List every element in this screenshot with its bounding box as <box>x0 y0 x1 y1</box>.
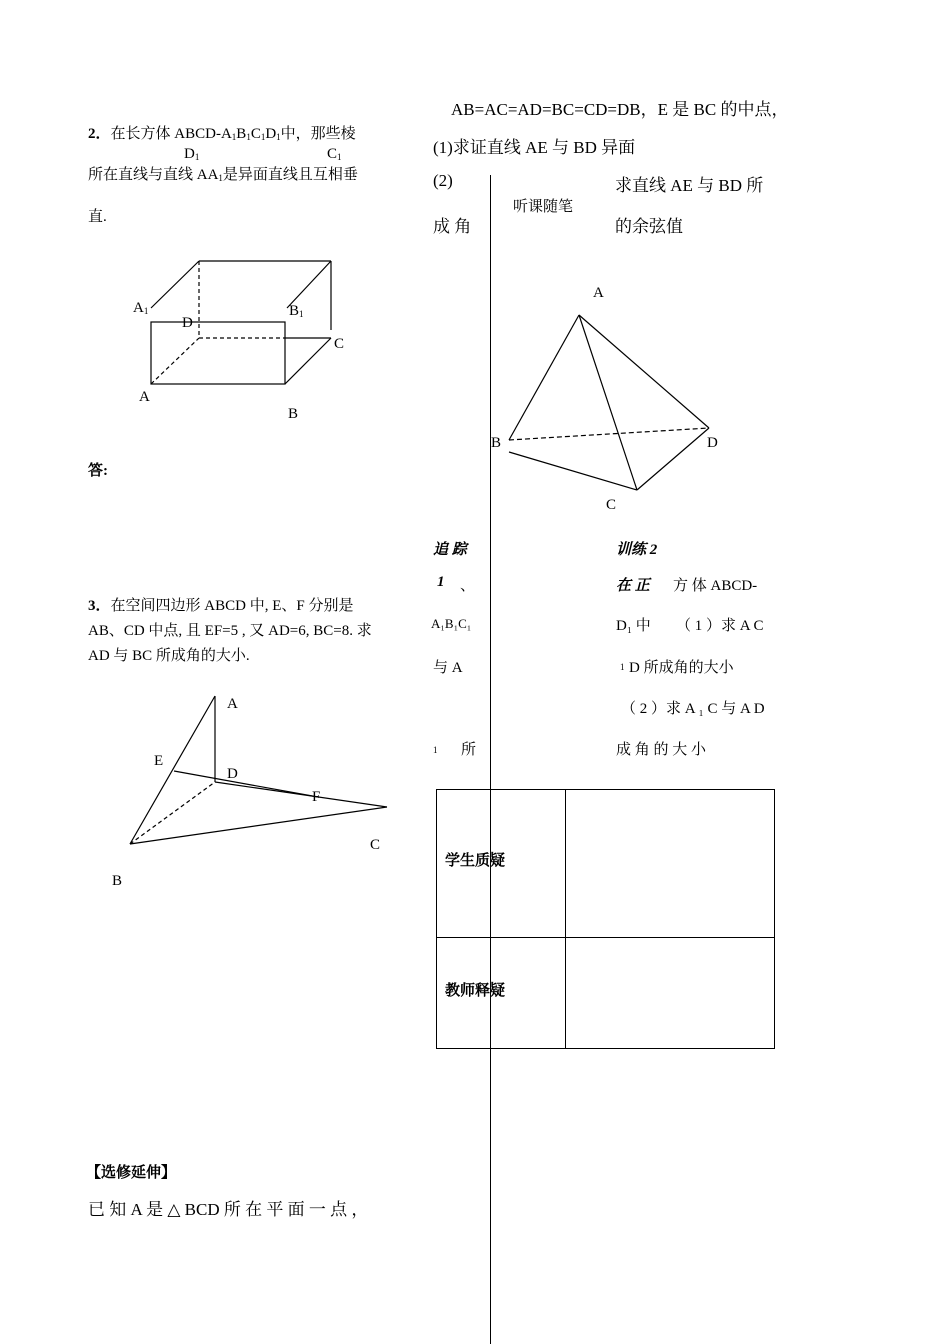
table-row-student-questions: 学生质疑 <box>445 852 506 869</box>
notes-label: 听课随笔 <box>513 199 574 215</box>
cuboid-edge-bc <box>285 338 331 384</box>
train-separator: 、 <box>460 578 476 594</box>
column-divider <box>490 175 491 1344</box>
train-yu-a: 与 A <box>433 660 463 676</box>
q2-line1: 2．在长方体 ABCD-$A_1B_1C_1D_1$中，那些棱 <box>88 126 356 142</box>
q2-line3: 直. <box>88 209 107 225</box>
quad-segment-ef <box>174 771 318 797</box>
right-line4-prefix: 成 角 <box>433 217 472 236</box>
train-suo: 所 <box>461 742 477 758</box>
fig2-label-b: B <box>288 406 299 422</box>
right-line2: (1)求证直线 AE 与 BD 异面 <box>433 138 636 157</box>
train-label: 训练 2 <box>616 542 658 558</box>
right-line4-text: 的余弦值 <box>615 217 683 236</box>
train-zai-zheng: 在 正 <box>616 578 650 594</box>
tetra-edge-cd <box>637 428 709 490</box>
tetra-edge-bc <box>509 452 637 490</box>
q2-line2: 所在直线与直线 $AA_1$是异面直线且互相垂 <box>88 167 358 183</box>
fig3-label-b: B <box>112 873 123 889</box>
fig3-label-a: A <box>227 696 238 712</box>
quad-edge-ab <box>130 696 215 844</box>
right-line3-prefix: (2) <box>433 171 453 190</box>
fig2-label-a1: $A_1$ <box>133 300 149 316</box>
fig2-label-c1: $C_1$ <box>327 146 342 162</box>
tetra-edge-ab <box>509 315 579 440</box>
tetra-edge-bd-hidden <box>509 428 709 440</box>
fig2-label-d1: $D_1$ <box>184 146 200 162</box>
train-d-angle: D 所成角的大小 <box>629 660 734 676</box>
table-row-divider <box>436 937 775 938</box>
fig3-label-e: E <box>154 753 164 769</box>
fig2-label-b1: $B_1$ <box>289 303 304 319</box>
q2-number: 2． <box>88 126 111 142</box>
fig2-label-c: C <box>334 336 345 352</box>
train-a1b1c1: A₁B₁C₁ <box>431 616 472 631</box>
extension-line1: 已 知 A 是 △ BCD 所 在 平 面 一 点 ， <box>88 1200 369 1219</box>
extension-title: 【选修延伸】 <box>86 1164 177 1181</box>
train-cube: 方 体 ABCD- <box>673 578 758 594</box>
cuboid-edge-a1d1 <box>151 261 199 308</box>
right-line1: AB=AC=AD=BC=CD=DB，E 是 BC 的中点， <box>451 100 789 119</box>
fig4-label-d: D <box>707 435 718 451</box>
tetra-edge-ac <box>579 315 637 490</box>
cuboid-front-face <box>151 322 285 384</box>
fig4-label-a: A <box>593 285 604 301</box>
cuboid-edge-ad-hidden <box>151 338 199 384</box>
fig2-label-a: A <box>139 389 150 405</box>
table-row-teacher-answers: 教师释疑 <box>445 982 506 999</box>
train-sub1b: 1 <box>433 745 438 755</box>
quad-edge-dc <box>215 782 387 807</box>
q3-line1: 3．在空间四边形 ABCD 中, E、F 分别是 <box>88 598 354 614</box>
table-column-divider <box>565 789 566 1049</box>
cuboid-edge-b1c1 <box>287 261 331 308</box>
fig4-label-c: C <box>606 497 617 513</box>
quad-edge-bd-hidden <box>130 782 215 844</box>
fig4-label-b: B <box>491 435 502 451</box>
train-number: 1 <box>437 574 445 590</box>
q2-answer-label: 答: <box>88 463 108 479</box>
train-d1: D₁ 中 <box>616 618 651 634</box>
train-q2: （ 2 ）求 A ₁ C 与 A D <box>621 701 765 717</box>
fig3-label-c: C <box>370 837 381 853</box>
train-sub1: 1 <box>620 662 625 672</box>
fig2-label-d: D <box>182 315 193 331</box>
track-label: 追 踪 <box>433 542 467 558</box>
train-q1: （ 1 ）求 A C <box>676 618 764 634</box>
right-line3-text: 求直线 AE 与 BD 所 <box>615 176 764 195</box>
questions-table <box>436 789 775 1049</box>
tetra-edge-ad <box>579 315 709 428</box>
fig3-label-f: F <box>312 789 321 805</box>
quad-edge-bc <box>130 807 387 844</box>
fig3-label-d: D <box>227 766 238 782</box>
q3-line3: AD 与 BC 所成角的大小. <box>88 648 250 664</box>
q3-line2: AB、CD 中点, 且 EF=5 , 又 AD=6, BC=8. 求 <box>88 623 372 639</box>
q3-number: 3． <box>88 598 111 614</box>
train-angle: 成 角 的 大 小 <box>616 742 707 758</box>
